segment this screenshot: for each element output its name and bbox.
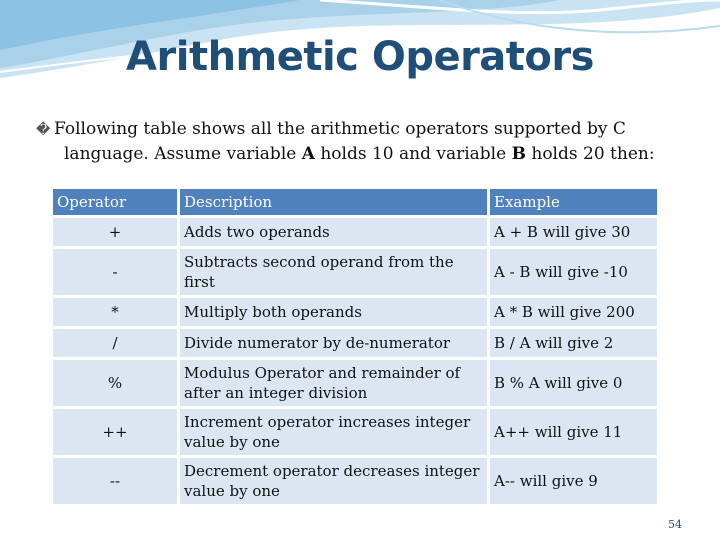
header-operator: Operator <box>53 189 177 215</box>
description-cell: Multiply both operands <box>180 298 487 326</box>
operator-cell: - <box>53 249 177 295</box>
table-row <box>53 298 657 326</box>
table-row <box>53 360 657 406</box>
operator-cell: -- <box>53 458 177 504</box>
table-row <box>53 458 657 504</box>
operator-cell: ++ <box>53 409 177 455</box>
operators-table <box>50 186 660 507</box>
table-row <box>53 218 657 246</box>
variable-b: B <box>511 144 526 164</box>
description-cell: Adds two operands <box>180 218 487 246</box>
table-row <box>53 329 657 357</box>
example-cell: B % A will give 0 <box>490 360 657 406</box>
header-example: Example <box>490 189 657 215</box>
intro-line-1: Following table shows all the arithmetic operators supported by C <box>54 119 626 139</box>
description-cell: Increment operator increases integer value by one <box>180 409 487 455</box>
table-row <box>53 409 657 455</box>
operator-cell: / <box>53 329 177 357</box>
description-cell: Decrement operator decreases integer value by one <box>180 458 487 504</box>
example-cell: B / A will give 2 <box>490 329 657 357</box>
page-number: 54 <box>668 518 682 531</box>
example-cell: A - B will give -10 <box>490 249 657 295</box>
operator-cell: + <box>53 218 177 246</box>
intro-line-2: language. Assume variable A holds 10 and variable B holds 20 then: <box>64 144 655 164</box>
variable-a: A <box>301 144 315 164</box>
intro-paragraph <box>36 117 676 166</box>
table-row <box>53 249 657 295</box>
description-cell: Divide numerator by de-numerator <box>180 329 487 357</box>
example-cell: A * B will give 200 <box>490 298 657 326</box>
table-header-row <box>53 189 657 215</box>
example-cell: A++ will give 11 <box>490 409 657 455</box>
bullet-icon: � <box>36 122 51 138</box>
operator-cell: * <box>53 298 177 326</box>
header-description: Description <box>180 189 487 215</box>
page-title: Arithmetic Operators <box>126 34 594 80</box>
operator-cell: % <box>53 360 177 406</box>
description-cell: Modulus Operator and remainder of after an integer division <box>180 360 487 406</box>
example-cell: A-- will give 9 <box>490 458 657 504</box>
description-cell: Subtracts second operand from the first <box>180 249 487 295</box>
example-cell: A + B will give 30 <box>490 218 657 246</box>
